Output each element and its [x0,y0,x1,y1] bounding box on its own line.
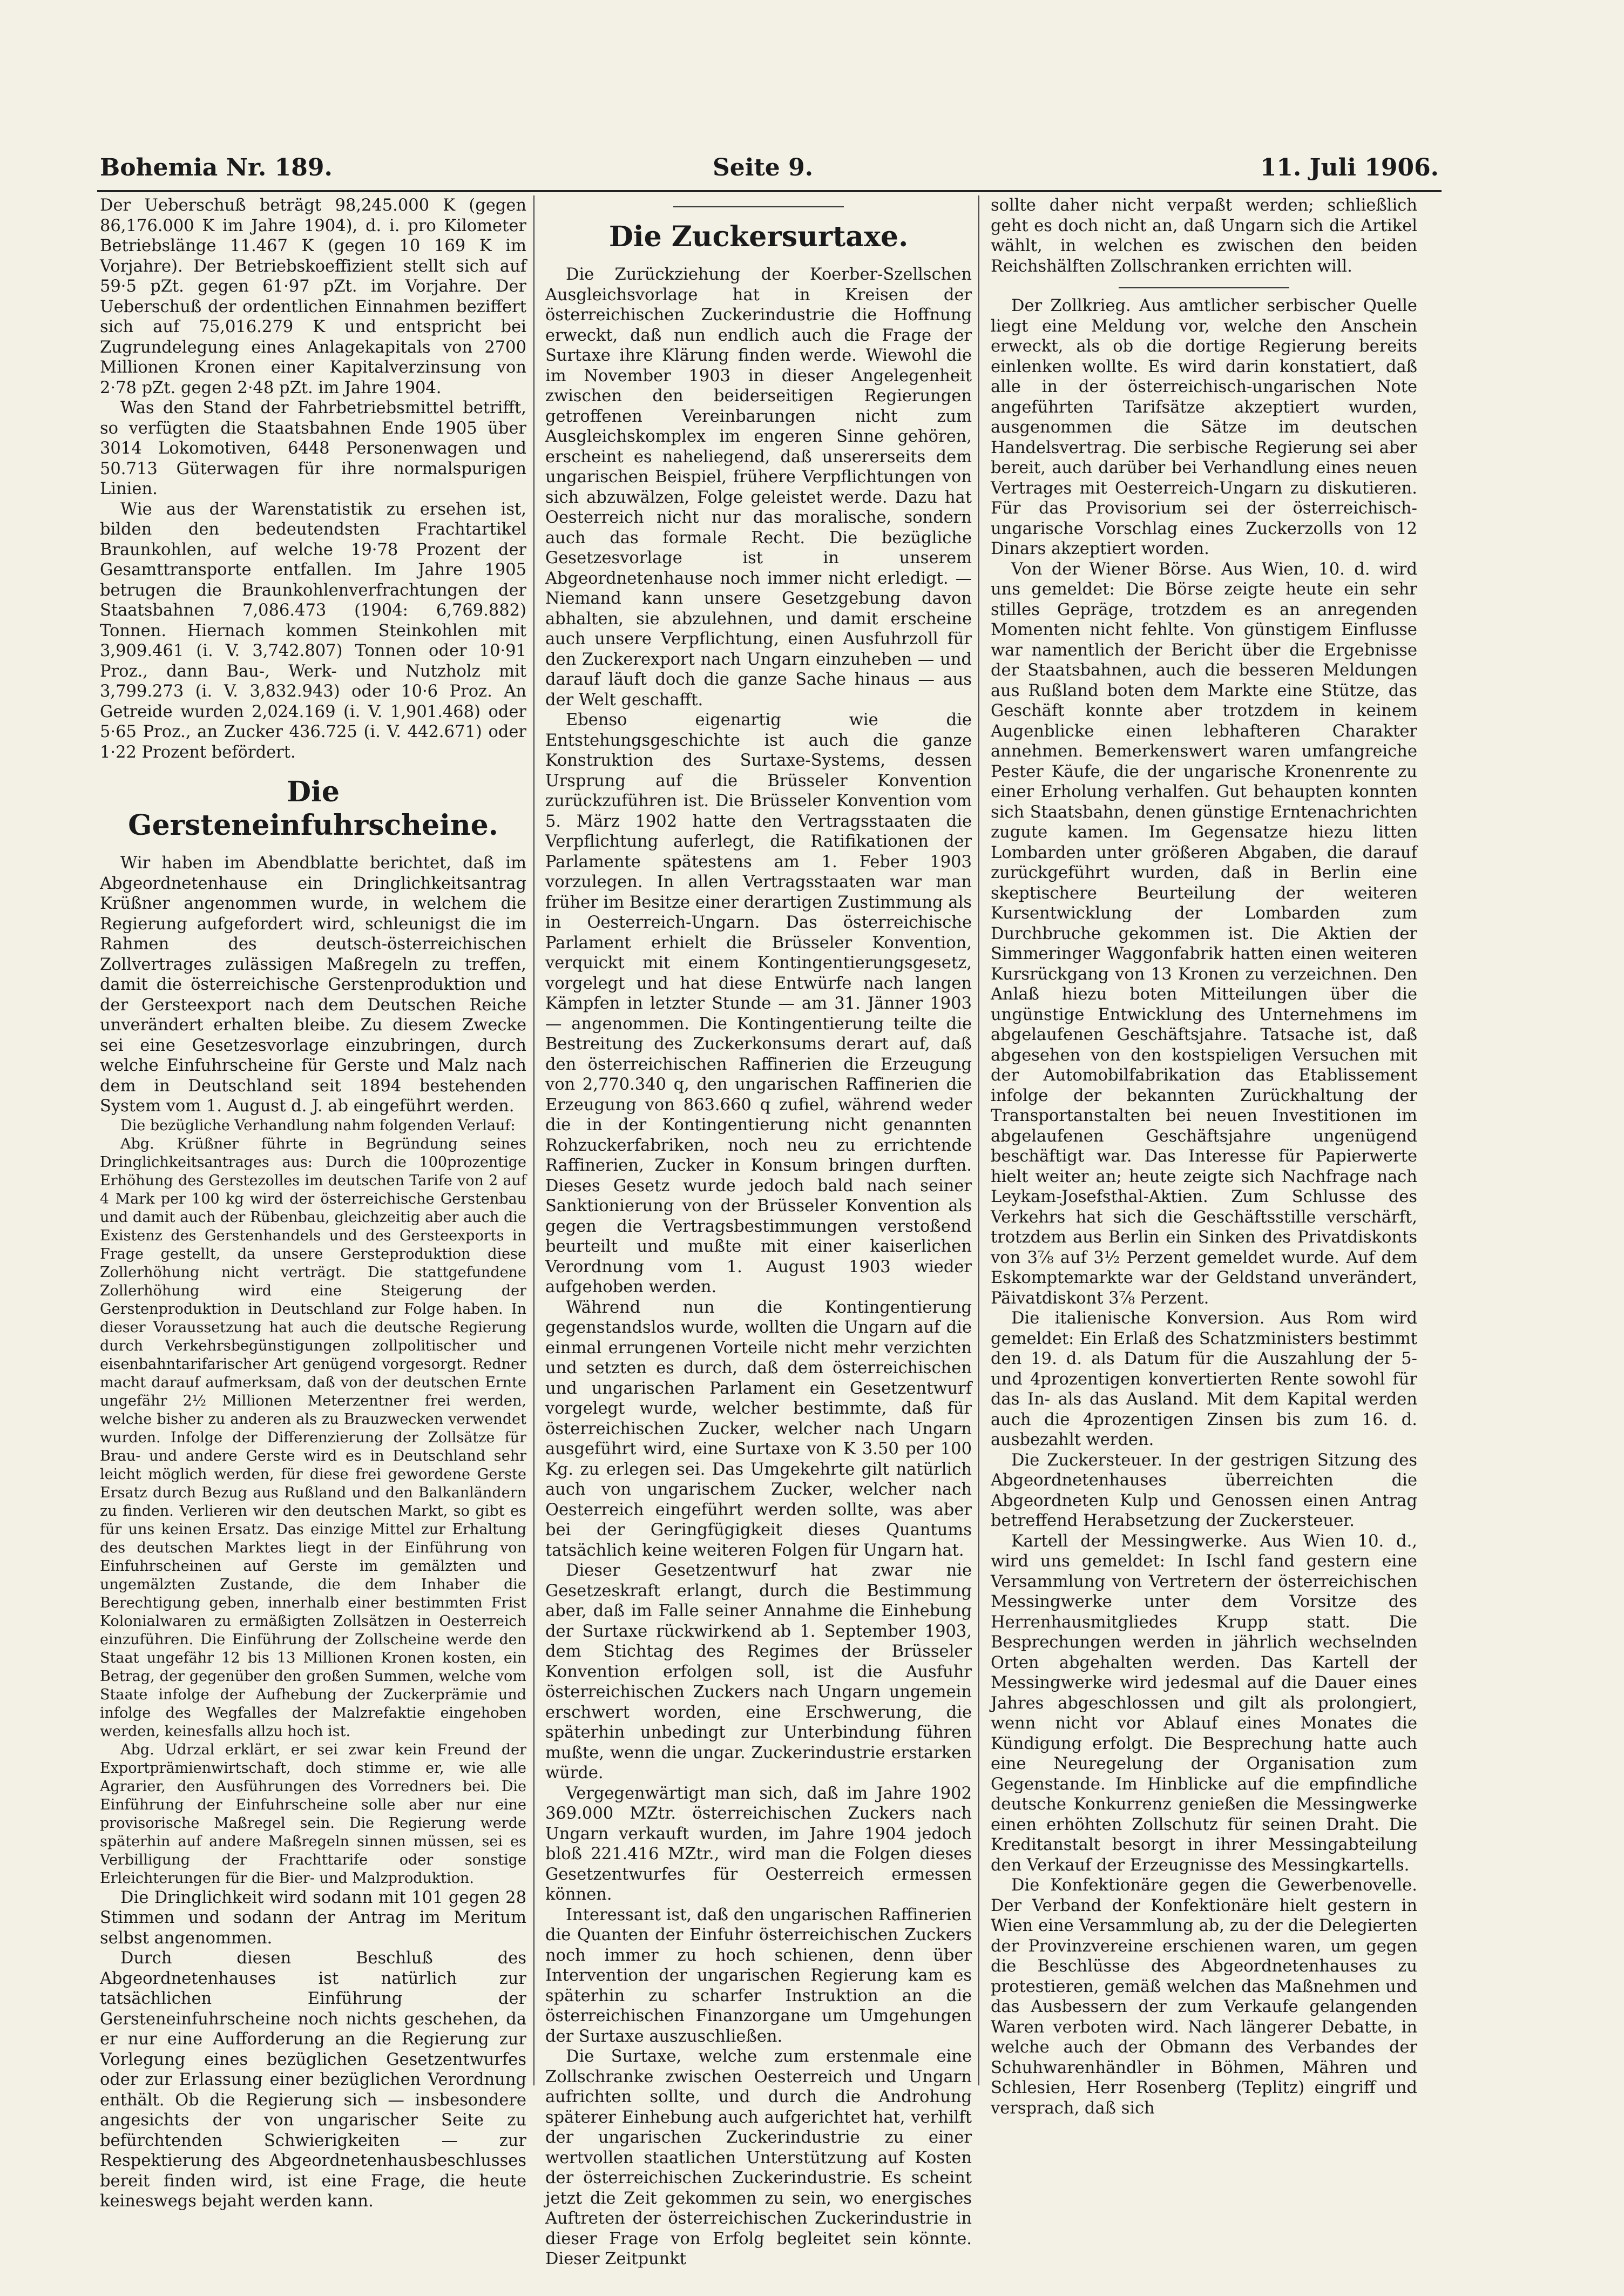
page-header [100,154,1439,186]
article-paragraph: Dieser Gesetzentwurf hat zwar nie Gesetzeskraft erlangt, durch die Bestimmung aber, daß im Falle seiner Annahme die Einhebung der Surtaxe rückwirkend ab 1. September 1903, dem Stichtag des Regimes der Brüsseler Konvention erfolgen soll, ist die Ausfuhr österreichischen Zuckers nach Ungarn ungemein erschwert worden, eine Erschwerung, die späterhin unbedingt zur Unterbindung führen mußte, wenn die ungar. Zuckerindustrie erstarken würde. [545,1561,972,1782]
column-1 [100,195,526,2237]
article-paragraph: Durch diesen Beschluß des Abgeordnetenhauses ist natürlich zur tatsächlichen Einführung der Gersteneinfuhrscheine noch nichts geschehen, da er nur eine Aufforderung an die Regierung zur Vorlegung eines bezüglichen Gesetzentwurfes oder zur Erlassung einer bezüglichen Verordnung enthält. Ob die Regierung sich — insbesondere angesichts der von ungarischer Seite zu befürchtenden Schwierigkeiten — zur Respektierung des Abgeordnetenhausbeschlusses bereit finden wird, ist eine Frage, die heute keineswegs bejaht werden kann. [100,1949,526,2211]
article-title-gersteneinfuhrscheine: Die Gersteneinfuhrscheine. [128,775,498,842]
article-title-zuckersurtaxe: Die Zuckersurtaxe. [608,220,909,253]
header-publication: Bohemia Nr. 189. [100,154,333,181]
article-paragraph: Der Ueberschuß beträgt 98,245.000 K (gegen 86,176.000 K im Jahre 1904), d. i. pro Kilometer Betriebslänge 11.467 K (gegen 10 169 K im Vorjahre). Der Betriebskoeffizient stellt sich auf 59·5 pZt. gegen 61·97 pZt. im Vorjahre. Der Ueberschuß der ordentlichen Einnahmen beziffert sich auf 75,016.279 K und entspricht bei Zugrundelegung eines Anlagekapitals von 2700 Millionen Kronen einer Kapitalverzinsung von 2·78 pZt. gegen 2·48 pZt. im Jahre 1904. [100,196,526,397]
article-paragraph: Abg. Udrzal erklärt, er sei zwar kein Freund der Exportprämienwirtschaft, doch stimme er, wie alle Agrarier, den Ausführungen des Vorredners bei. Die Einführung der Einfuhrscheine solle aber nur eine provisorische Maßregel sein. Die Regierung werde späterhin auf andere Maßregeln sinnen müssen, sei es Verbilligung der Frachttarife oder sonstige Erleichterungen für die Bier- und Malzproduktion. [100,1741,526,1887]
article-paragraph: Vergegenwärtigt man sich, daß im Jahre 1902 369.000 MZtr. österreichischen Zuckers nach Ungarn verkauft wurden, im Jahre 1904 jedoch bloß 221.416 MZtr., wird man die Folgen dieses Gesetzentwurfes für Oesterreich ermessen können. [545,1784,972,1904]
header-page-number: Seite 9. [713,154,814,181]
news-item-zollkrieg: Der Zollkrieg. Aus amtlicher serbischer Quelle liegt eine Meldung vor, welche den Anschein erweckt, als ob die dortige Regierung bereits einlenken wollte. Es wird darin konstatiert, daß alle in der österreichisch-ungarischen Note angeführten Tarifsätze akzeptiert wurden, ausgenommen die Sätze im deutschen Handelsvertrag. Die serbische Regierung sei aber bereit, auch darüber bei Verhandlung eines neuen Vertrages mit Oesterreich-Ungarn zu diskutieren. Für das Provisorium sei der österreichisch-ungarische Vorschlag eines Zuckerzolls von 12 Dinars akzeptiert worden. [991,296,1417,558]
article-paragraph: Was den Stand der Fahrbetriebsmittel betrifft, so verfügten die Staatsbahnen Ende 1905 über 3014 Lokomotiven, 6448 Personenwagen und 50.713 Güterwagen für ihre normalspurigen Linien. [100,399,526,498]
separator-rule [1119,287,1289,288]
news-item-konfektionaere: Die Konfektionäre gegen die Gewerbenovelle. Der Verband der Konfektionäre hielt gestern in Wien eine Versammlung ab, zu der die Delegierten der Provinzvereine erschienen waren, um gegen die Beschlüsse des Abgeordnetenhauses zu protestieren, gemäß welchen das Maßnehmen und das Ausbessern der zum Verkaufe gelangenden Waren verboten wird. Nach längerer Debatte, in welche auch der Obmann des Verbandes der Schuhwarenhändler in Böhmen, Mähren und Schlesien, Herr Rosenberg (Teplitz) eingriff und versprach, daß sich [991,1876,1417,2118]
article-paragraph: Ebenso eigenartig wie die Entstehungsgeschichte ist auch die ganze Konstruktion des Surtaxe-Systems, dessen Ursprung auf die Brüsseler Konvention zurückzuführen ist. Die Brüsseler Konvention vom 5. März 1902 hatte den Vertragsstaaten die Verpflichtung auferlegt, die Ratifikationen der Parlamente spätestens am 1. Feber 1903 vorzulegen. In allen Vertragsstaaten war man früher im Besitze einer derartigen Zustimmung als in Oesterreich-Ungarn. Das österreichische Parlament erhielt die Brüsseler Konvention, verquickt mit einem Kontingentierungsgesetz, vorgelegt und hat diese Entwürfe nach langen Kämpfen in letzter Stunde — am 31. Jänner 1903 — angenommen. Die Kontingentierung teilte die Bestreitung des Zuckerkonsums derart auf, daß den österreichischen Raffinerien die Erzeugung von 2,770.340 q, den ungarischen Raffinerien die Erzeugung von 863.660 q zufiel, während weder die in der Kontingentierung nicht genannten Rohzuckerfabriken, noch neu zu errichtende Raffinerien, Zucker in Konsum bringen durften. Dieses Gesetz wurde jedoch bald nach seiner Sanktionierung von der Brüsseler Konvention als gegen die Vertragsbestimmungen verstoßend beurteilt und mußte mit einer kaiserlichen Verordnung vom 1. August 1903 wieder aufgehoben werden. [545,711,972,1296]
article-paragraph: Die Surtaxe, welche zum erstenmale eine Zollschranke zwischen Oesterreich und Ungarn aufrichten sollte, und durch die Androhung späterer Einhebung auch aufgerichtet hat, verhilft der ungarischen Zuckerindustrie zu einer wertvollen staatlichen Unterstützung auf Kosten der österreichischen Zuckerindustrie. Es scheint jetzt die Zeit gekommen zu sein, wo energisches Auftreten der österreichischen Zuckerindustrie in dieser Frage von Erfolg begleitet sein könnte. Dieser Zeitpunkt [545,2047,972,2268]
article-paragraph: Die Zurückziehung der Koerber-Szellschen Ausgleichsvorlage hat in Kreisen der österreichischen Zuckerindustrie die Hoffnung erweckt, daß nun endlich auch die Frage der Surtaxe ihre Klärung finden werde. Wiewohl die im November 1903 in dieser Angelegenheit zwischen den beiderseitigen Regierungen getroffenen Vereinbarungen nicht zum Ausgleichskomplex im engeren Sinne gehören, erscheint es naheliegend, daß unsererseits dem ungarischen Beispiel, frühere Verpflichtungen von sich abzuwälzen, Folge geleistet werde. Dazu hat Oesterreich nicht nur das moralische, sondern auch das formale Recht. Die bezügliche Gesetzesvorlage ist in unserem Abgeordnetenhause noch immer nicht erledigt. — Niemand kann unsere Gesetzgebung davon abhalten, sie abzulehnen, und damit erscheine auch unsere Verpflichtung, einen Ausfuhrzoll für den Zuckerexport nach Ungarn einzuheben — und darauf läuft doch die ganze Sache hinaus — aus der Welt geschafft. [545,265,972,710]
header-rule [97,190,1442,192]
news-item-italienische-konversion: Die italienische Konversion. Aus Rom wird gemeldet: Ein Erlaß des Schatzministers bestimmt den 19. d. als Datum für die Auszahlung der 5- und 4prozentigen konvertierten Rente sowohl für das In- als das Ausland. Mit dem Kapital werden auch die 4prozentigen Zinsen bis zum 16. d. ausbezahlt werden. [991,1309,1417,1449]
column-2 [545,195,972,2268]
news-item-kartell-messingwerke: Kartell der Messingwerke. Aus Wien 10. d., wird uns gemeldet: In Ischl fand gestern eine Versammlung von Vertretern der österreichischen Messingwerke unter dem Vorsitze des Herrenhausmitgliedes Krupp statt. Die Besprechungen werden in jährlich wechselnden Orten abgehalten werden. Das Kartell der Messingwerke wird jedesmal auf die Dauer eines Jahres abgeschlossen und gilt als prolongiert, wenn nicht vor Ablauf eines Monates die Kündigung erfolgt. Die Besprechung hatte auch eine Neuregelung der Organisation zum Gegenstande. Im Hinblicke auf die empfindliche deutsche Konkurrenz genießen die Messingwerke einen erhöhten Zollschutz für seinen Draht. Die Kreditanstalt besorgt in ihrer Messingabteilung den Verkauf der Erzeugnisse des Messingkartells. [991,1531,1417,1875]
article-paragraph: Die bezügliche Verhandlung nahm folgenden Verlauf: [120,1117,516,1134]
article-paragraph: Wie aus der Warenstatistik zu ersehen ist, bilden den bedeutendsten Frachtartikel Braunkohlen, auf welche 19·78 Prozent der Gesamttransporte entfallen. Im Jahre 1905 betrugen die Braunkohlenverfrachtungen der Staatsbahnen 7,086.473 (1904: 6,769.882) Tonnen. Hiernach kommen Steinkohlen mit 3,909.461 (i. V. 3,742.807) Tonnen oder 10·91 Proz., dann Bau-, Werk- und Nutzholz mit 3,799.273 (i. V. 3,832.943) oder 10·6 Proz. An Getreide wurden 2,024.169 (i. V. 1,901.468) oder 5·65 Proz., an Zucker 436.725 (i. V. 442.671) oder 1·22 Prozent befördert. [100,499,526,762]
article-paragraph: Abg. Krüßner führte in Begründung seines Dringlichkeitsantrages aus: Durch die 100prozentige Erhöhung des Gerstezolles im deutschen Tarife von 2 auf 4 Mark per 100 kg wird der österreichische Gerstenbau und damit auch der Rübenbau, gleichzeitig aber auch die Existenz des Gerstenhandels und des Gersteexports in Frage gestellt, da unsere Gersteproduktion diese Zollerhöhung nicht verträgt. Die stattgefundene Zollerhöhung wird eine Steigerung der Gerstenproduktion in Deutschland zur Folge haben. In dieser Voraussetzung hat auch die deutsche Regierung durch Verkehrsbegünstigungen zollpolitischer und eisenbahntarifarischer Art genügend vorgesorgt. Redner macht darauf aufmerksam, daß von der deutschen Ernte ungefähr 2½ Millionen Meterzentner frei werden, welche bisher zu anderen als zu Brauzwecken verwendet wurden. Infolge der Differenzierung der Zollsätze für Brau- und andere Gerste wird es in Deutschland sehr leicht möglich werden, für diese frei gewordene Gerste Ersatz durch Bezug aus Rußland und den Balkanländern zu finden. Verlieren wir den deutschen Markt, so gibt es für uns keinen Ersatz. Das einzige Mittel zur Erhaltung des deutschen Marktes liegt in der Einführung von Einfuhrscheinen auf Gerste im gemälzten und ungemälzten Zustande, die dem Inhaber die Berechtigung geben, innerhalb einer bestimmten Frist Kolonialwaren zu ermäßigten Zollsätzen in Oesterreich einzuführen. Die Einführung der Zollscheine werde den Staat ungefähr 12 bis 13 Millionen Kronen kosten, ein Betrag, der gegenüber den großen Summen, welche vom Staate infolge der Aufhebung der Zuckerprämie und infolge des Wegfalles der Malzrefaktie eingehoben werden, keinesfalls allzu hoch ist. [100,1135,526,1740]
column-3 [991,195,1417,2237]
column-rule-2 [978,195,979,2085]
article-paragraph: sollte daher nicht verpaßt werden; schließlich geht es doch nicht an, daß Ungarn sich die Artikel wählt, in welchen es zwischen den beiden Reichshälften Zollschranken errichten will. [991,196,1417,276]
article-paragraph: Interessant ist, daß den ungarischen Raffinerien die Quanten der Einfuhr österreichischen Zuckers noch immer zu hoch schienen, denn über Intervention der ungarischen Regierung kam es späterhin zu scharfer Instruktion an die österreichischen Finanzorgane um Umgehungen der Surtaxe auszuschließen. [545,1905,972,2046]
news-item-zuckersteuer: Die Zuckersteuer. In der gestrigen Sitzung des Abgeordnetenhauses überreichten die Abgeordneten Kulp und Genossen einen Antrag betreffend Herabsetzung der Zuckersteuer. [991,1450,1417,1530]
column-rule-1 [533,195,534,2085]
article-paragraph: Die Dringlichkeit wird sodann mit 101 gegen 28 Stimmen und sodann der Antrag im Meritum selbst angenommen. [100,1888,526,1948]
separator-rule [673,206,844,207]
news-item-wiener-boerse: Von der Wiener Börse. Aus Wien, 10. d. wird uns gemeldet: Die Börse zeigte heute ein sehr stilles Gepräge, trotzdem es an anregenden Momenten nicht fehlte. Von günstigem Einflusse war namentlich der Bericht über die Ergebnisse der Staatsbahnen, auch die besseren Meldungen aus Rußland boten dem Markte eine Stütze, das Geschäft konnte aber trotzdem in keinem Augenblicke einen lebhafteren Charakter annehmen. Bemerkenswert waren umfangreiche Pester Käufe, die der ungarische Kronenrente zu einer Erholung verhalfen. Gut behaupten konnten sich Staatsbahn, denen günstige Erntenachrichten zugute kamen. Im Gegensatze hiezu litten Lombarden unter größeren Abgaben, die darauf zurückgeführt wurden, daß in Berlin eine skeptischere Beurteilung der weiteren Kursentwicklung der Lombarden zum Durchbruche gekommen ist. Die Aktien der Simmeringer Waggonfabrik hatten einen weiteren Kursrückgang von 13 Kronen zu verzeichnen. Den Anlaß hiezu boten Mitteilungen über die ungünstige Entwicklung des Unternehmens im abgelaufenen Geschäftsjahre. Tatsache ist, daß abgesehen von den kostspieligen Versuchen mit der Automobilfabrikation das Etablissement infolge der bekannten Zurückhaltung der Transportanstalten bei neuen Investitionen im abgelaufenen Geschäftsjahre ungenügend beschäftigt war. Das Interesse für Papierwerte hielt weiter an; heute zeigte sich Nachfrage nach Leykam-Josefsthal-Aktien. Zum Schlusse des Verkehrs hat sich die Geschäftsstille verschärft, trotzdem aus Berlin ein Sinken des Privatdiskonts von 3⅞ auf 3½ Perzent gemeldet wurde. Auf dem Eskomptemarkte war der Geldstand unverändert, Päivatdiskont 3⅞ Perzent. [991,559,1417,1308]
article-paragraph: Wir haben im Abendblatte berichtet, daß im Abgeordnetenhause ein Dringlichkeitsantrag Krüßner angenommen wurde, in welchem die Regierung aufgefordert wird, schleunigst die im Rahmen des deutsch-österreichischen Zollvertrages zulässigen Maßregeln zu treffen, damit die österreichische Gerstenproduktion und der Gersteexport nach dem Deutschen Reiche unverändert erhalten bleibe. Zu diesem Zwecke sei eine Gesetzesvorlage einzubringen, durch welche Einfuhrscheine für Gerste und Malz nach dem in Deutschland seit 1894 bestehenden System vom 1. August d. J. ab eingeführt werden. [100,854,526,1116]
article-paragraph: Während nun die Kontingentierung gegenstandslos wurde, wollten die Ungarn auf die einmal errungenen Vorteile nicht mehr verzichten und setzten es durch, daß dem österreichischen und ungarischen Parlament ein Gesetzentwurf vorgelegt wurde, welcher bestimmte, daß für österreichischen Zucker, welcher nach Ungarn ausgeführt wird, eine Surtaxe von K 3.50 per 100 Kg. zu erlegen sei. Das Umgekehrte gilt natürlich auch von ungarischem Zucker, welcher nach Oesterreich eingeführt werden sollte, was aber bei der Geringfügigkeit dieses Quantums tatsächlich keine weiteren Folgen für Ungarn hat. [545,1298,972,1560]
header-date: 11. Juli 1906. [1260,154,1439,181]
